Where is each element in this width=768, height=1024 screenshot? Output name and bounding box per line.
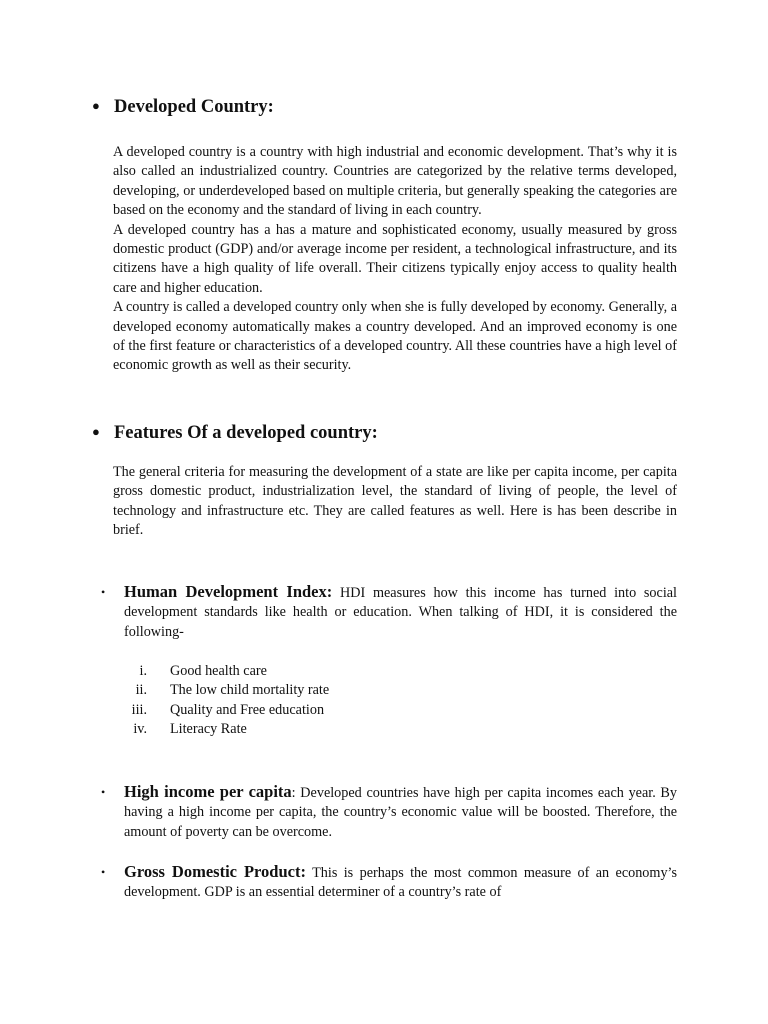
bullet-icon: • (101, 785, 106, 799)
list-text: Quality and Free education (170, 701, 325, 718)
bullet-icon: • (101, 865, 106, 879)
paragraph: The general criteria for measuring the development of a state are like per capita income, per capita gross domestic product, industrialization level, the standard of living of people, the level of technology and infrastructure etc. They are called features as well. Here is has been describe in brief. (113, 464, 677, 539)
paragraph: A developed country has a has a mature and sophisticated economy, usually measured by gross domestic product (GDP) and/or average income per resident, a technological infrastructure, and its citizens have a high quality of life overall. Their citizens typically enjoy access to quality health care and higher education. (113, 221, 677, 296)
heading-text: Developed Country: (114, 97, 274, 117)
list-item (120, 681, 520, 700)
list-number: i. (139, 663, 147, 679)
paragraph: A country is called a developed country only when she is fully developed by economy. Generally, a developed economy automatically makes a country developed. And an improved economy is one of the first feature or characteristics of a developed country. All these countries have a high level of economic growth as well as their security. (113, 299, 677, 374)
list-number: iv. (133, 721, 147, 738)
section-heading-features (92, 421, 378, 444)
bullet-icon: • (101, 585, 106, 599)
list-number: iii. (131, 701, 147, 718)
hdi-list (120, 662, 520, 740)
feature-item-high-income (124, 782, 677, 842)
features-intro (113, 463, 677, 541)
heading-text: Features Of a developed country: (114, 423, 378, 443)
list-item (120, 720, 520, 739)
feature-term: High income per capita (124, 782, 292, 801)
list-item (120, 701, 520, 720)
feature-item-hdi (124, 582, 677, 642)
list-item (120, 662, 520, 681)
feature-description: HDI measures how this income has turned into social development standards like health or education. When talking of HDI, it is considered the following- (124, 585, 678, 640)
developed-country-body (113, 143, 677, 376)
list-text: Literacy Rate (170, 721, 247, 738)
list-text: Good health care (170, 663, 267, 679)
feature-item-gdp (124, 862, 677, 903)
feature-description: : Developed countries have high per capita incomes each year. By having a high income per capita, the country’s economic value will be boosted. Therefore, the amount of poverty can be overcome. (124, 785, 677, 840)
section-heading-developed-country (92, 95, 274, 118)
list-text: The low child mortality rate (170, 682, 330, 699)
bullet-icon: ● (92, 424, 100, 439)
feature-description: This is perhaps the most common measure of an economy’s development. GDP is an essential determiner of a country’s rate of (124, 865, 677, 901)
bullet-icon: ● (92, 98, 100, 113)
paragraph: A developed country is a country with high industrial and economic development. That’s why it is also called an industrialized country. Countries are categorized by the relative terms developed, developing, or underdeveloped based on multiple criteria, but generally speaking the categories are based on the economy and the standard of living in each country. (113, 144, 677, 219)
list-number: ii. (135, 682, 147, 699)
feature-term: Gross Domestic Product: (124, 862, 306, 881)
feature-term: Human Development Index: (124, 582, 333, 601)
